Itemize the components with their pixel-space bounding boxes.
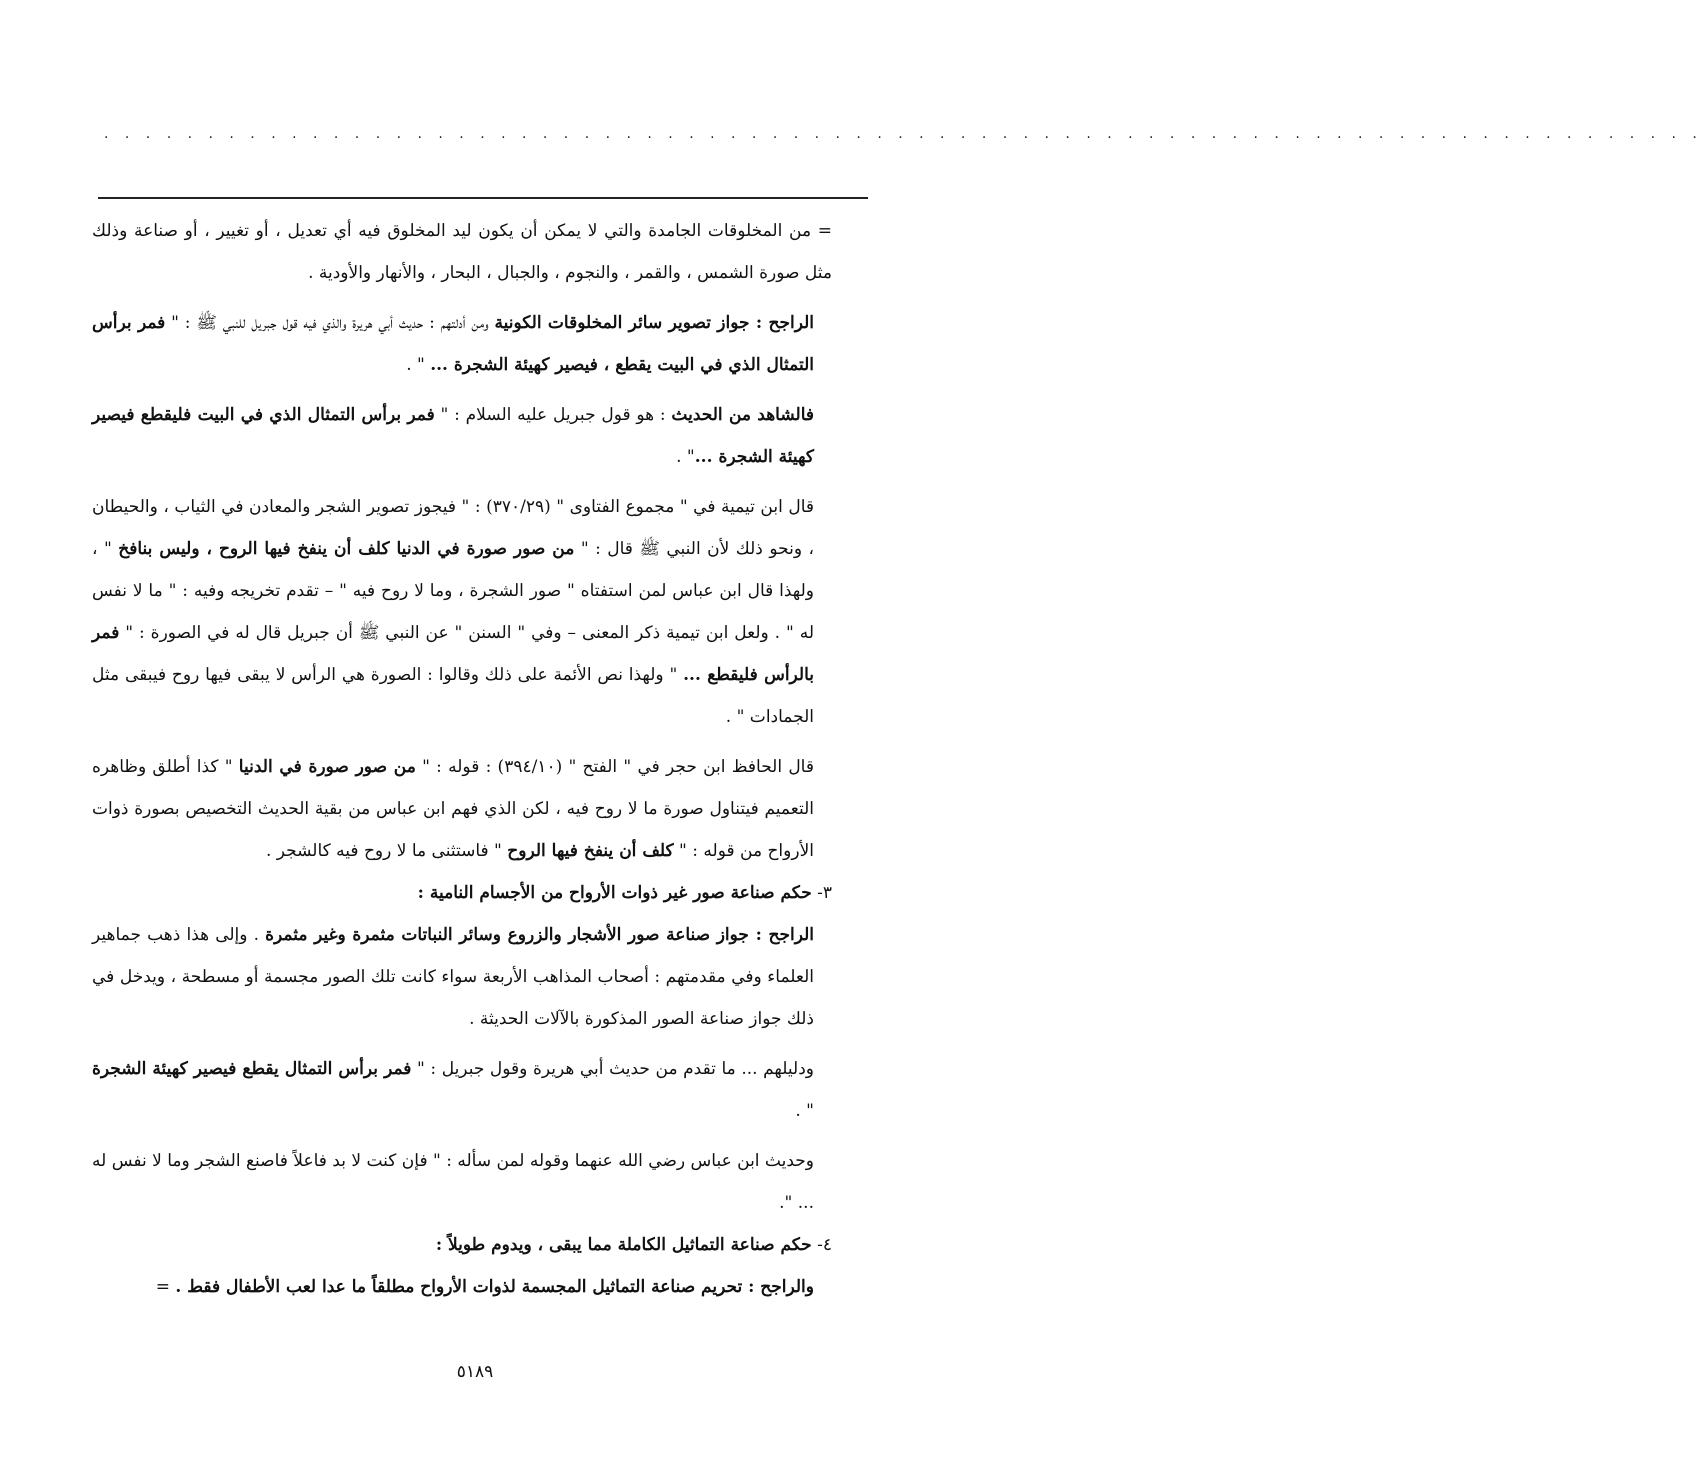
heading-text: حكم صناعة التماثيل الكاملة مما يبقى ، ويدوم طويلاً : [435,1235,812,1255]
text: " . [795,1101,814,1121]
text: ومن أدلتهم : حديث أبي هريرة والذي فيه قول جبريل للنبي ﷺ : " [165,313,495,333]
text: قال الحافظ ابن حجر في " الفتح " (٣٩٤/١٠) : قوله : " [415,757,814,777]
paragraph-ibn-hajar [92,746,832,872]
hadith-quote: كلف أن ينفخ فيها الروح [507,841,674,861]
page-number: ٥١٨٩ [456,1362,494,1382]
hadith-quote: من صور صورة في الدنيا كلف أن ينفخ فيها الروح ، وليس بنافخ [118,539,575,559]
text: . وإلى هذا ذهب جماهير العلماء وفي مقدمتهم : أصحاب المذاهب الأربعة سواء كانت تلك الصور مجسمة أو مسطحة ، ويدخل في ذلك جواز صناعة الصور المذكورة بالآلات الحديثة . [92,925,814,1029]
hadith-quote: فمر بالرأس فليقطع ... [92,623,815,685]
bold-text: والراجح : تحريم صناعة التماثيل المجسمة لذوات الأرواح مطلقاً ما عدا لعب الأطفال فقط . [175,1277,814,1297]
text: " كذا أطلق وظاهره التعميم فيتناول صورة ما لا روح فيه ، لكن الذي فهم ابن عباس من بقية الحديث التخصيص بصورة ذوات الأرواح من قوله : " [92,757,814,861]
bold-text: الراجح : جواز صناعة صور الأشجار والزروع وسائر النباتات مثمرة وغير مثمرة [265,925,814,945]
heading-4 [92,1224,832,1266]
paragraph-continuation [92,210,832,294]
paragraph-shahid [92,394,832,478]
dotted-separator: . . . . . . . . . . . . . . . . . . . . . . . . . . . . . . . . . . . . . . . . . . . . . . . . . . . . . . . . . . . . . . . . . . . . . . . . . . . . . [104,126,1703,142]
paragraph-rajih-1 [92,302,832,386]
text: ودليلهم ... ما تقدم من حديث أبي هريرة وقول جبريل : " [411,1059,814,1079]
text: وحديث ابن عباس رضي الله عنهما وقوله لمن سأله : " فإن كنت لا بد فاعلاً فاصنع الشجر وما لا نفس له ... ". [92,1151,814,1213]
hadith-quote: من صور صورة في الدنيا [238,757,416,777]
hadith-quote: فمر برأس التمثال يقطع فيصير كهيئة الشجرة [92,1059,412,1079]
text: قال ابن تيمية في " مجموع الفتاوى " (٣٧٠/٢٩) : " فيجوز تصوير الشجر والمعادن في الثياب ، والحيطان ، ونحو ذلك لأن النبي ﷺ قال : " [92,497,815,559]
hadith-quote: فمر برأس التمثال الذي في البيت فليقطع فيصير كهيئة الشجرة ... [92,405,814,467]
continuation-mark: = [155,1277,176,1297]
text: " فاستثنى ما لا روح فيه كالشجر . [265,841,508,861]
heading-number: ٤- [811,1235,832,1255]
text: : هو قول جبريل عليه السلام : " [434,405,672,425]
text: " ولهذا نص الأئمة على ذلك وقالوا : الصورة هي الرأس لا يبقى فيها روح فيبقى مثل الجمادات " . [92,665,814,727]
paragraph-ibn-taymiyyah [92,486,832,738]
paragraph-evidence [92,1048,832,1132]
heading-3 [92,872,832,914]
text: " ، ولهذا قال ابن عباس لمن استفتاه " صور الشجرة ، وما لا روح فيه " – تقدم تخريجه وفيه : " ما لا نفس له " . ولعل ابن تيمية ذكر المعنى – وفي " السنن " عن النبي ﷺ أن جبريل قال له في الصورة : " [92,539,814,643]
paragraph-rajih-3 [92,1266,832,1308]
page-body [92,210,832,1308]
text: " . [406,355,431,375]
bold-text: الراجح : جواز تصوير سائر المخلوقات الكونية [494,313,814,333]
text: = من المخلوقات الجامدة والتي لا يمكن أن يكون ليد المخلوق فيه أي تعديل ، أو تغيير ، أو صناعة وذلك مثل صورة الشمس ، والقمر ، والنجوم ، والجبال ، البحار ، والأنهار والأودية . [92,221,832,283]
text: " . [676,447,695,467]
heading-number: ٣- [811,883,832,903]
paragraph-rajih-2 [92,914,832,1040]
paragraph-ibn-abbas [92,1140,832,1224]
heading-text: حكم صناعة صور غير ذوات الأرواح من الأجسام النامية : [417,883,812,903]
bold-text: فالشاهد من الحديث [671,405,814,425]
footnote-rule [98,197,868,199]
hadith-quote: فمر برأس التمثال الذي في البيت يقطع ، فيصير كهيئة الشجرة ... [92,313,814,375]
